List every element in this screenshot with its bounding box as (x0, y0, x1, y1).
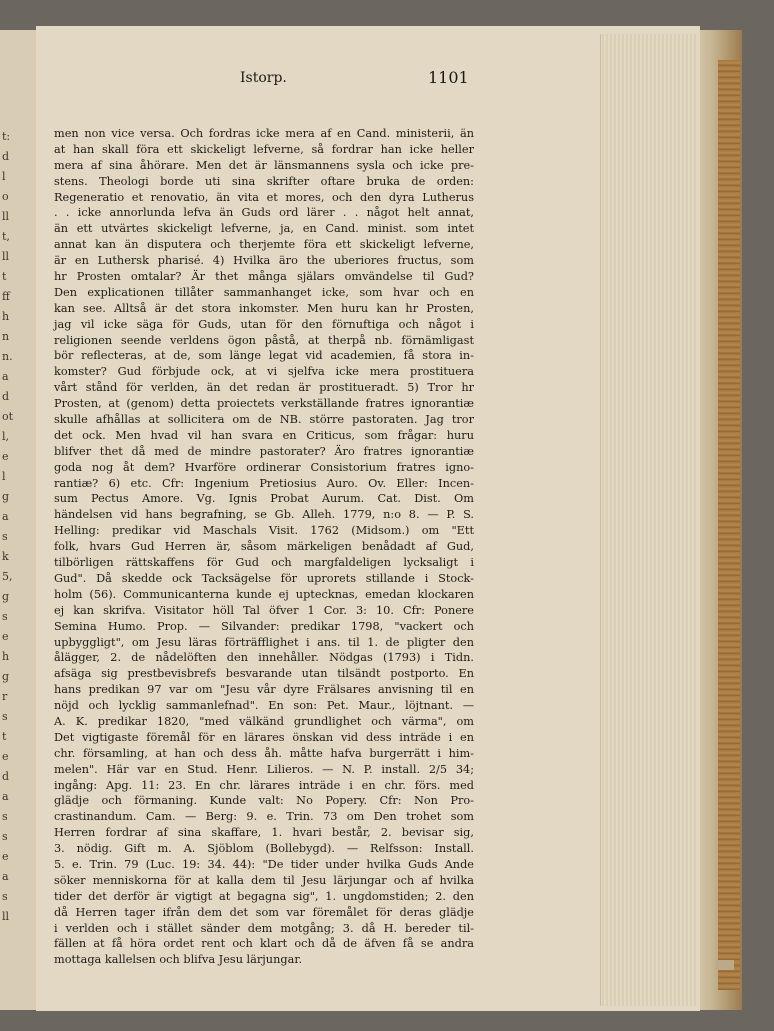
page-header (36, 66, 596, 90)
text-line: ålägger, 2. de nådelöften den innehåller. Nödgas (1793) i Tidn. (54, 651, 474, 665)
left-page-text-fragment: s (2, 610, 8, 623)
text-line: tider det derför är vigtigt at begagna sig", 1. ungdomstiden; 2. den (54, 889, 474, 903)
text-line: ingång: Apg. 11: 23. En chr. lärares inträde i en chr. förs. med (54, 778, 474, 792)
binding-clip (716, 960, 734, 970)
text-line: rantiæ? 6) etc. Cfr: Ingenium Pretiosius Auro. Ov. Eller: Incen- (54, 476, 474, 490)
left-page-text-fragment: ff (2, 290, 10, 303)
text-line: men non vice versa. Och fordras icke mera af en Cand. ministerii, än (54, 127, 474, 140)
running-title: Istorp. (240, 70, 287, 86)
text-line: komster? Gud förbjude ock, at vi sjelfva icke mera prostituera (54, 365, 474, 379)
left-page-text-fragment: e (2, 450, 9, 463)
text-line: folk, hvars Gud Herren är, såsom märkeligen benådadt af Gud, (54, 540, 474, 554)
text-line: 3. nödig. Gift m. A. Sjöblom (Bollebygd). — Relfsson: Install. (54, 842, 474, 856)
text-line: ej kan skrifva. Visitator höll Tal öfver 1 Cor. 3: 10. Cfr: Ponere (54, 603, 474, 617)
text-line: jag vil icke säga för Guds, utan för den förnuftiga och något i (54, 317, 474, 331)
left-page-text-fragment: n (2, 330, 10, 343)
text-line: Herren fordrar af sina skaffare, 1. hvari består, 2. bevisar sig, (54, 826, 474, 840)
text-line: Den explicationen tillåter sammanhanget icke, som hvar och en (54, 285, 474, 299)
left-page-text-fragment: h (2, 310, 10, 323)
cover-spine (718, 60, 740, 990)
text-line: mottaga kallelsen och blifva Jesu lärjungar. (54, 953, 303, 967)
left-page-text-fragment: e (2, 850, 9, 863)
text-line: religionen seende verldens ögon påstå, at therpå nb. förnämligast (54, 333, 474, 347)
left-page-text-fragment: ll (2, 250, 10, 263)
left-page-text-fragment: e (2, 630, 9, 643)
text-line: mera af sina åhörare. Men det är länsmannens sysla och icke pre- (54, 158, 474, 172)
left-page-text-fragment: t (2, 270, 7, 283)
text-line: Semina Humo. Prop. — Silvander: predikar 1798, "vackert och (54, 619, 474, 633)
text-line: händelsen vid hans begrafning, se Gb. Alleh. 1779, n:o 8. — P. S. (54, 508, 474, 522)
left-page-text-fragment: ot (2, 410, 14, 423)
text-line: skulle afhållas at sollicitera om de NB. större pastoraten. Jag tror (54, 413, 474, 427)
left-page-text-fragment: a (2, 510, 9, 523)
text-line: Regeneratio et renovatio, än vita et mores, och den dyra Lutherus (54, 190, 474, 204)
text-line: är en Luthersk pharisé. 4) Hvilka äro the uberiores fructus, som (54, 254, 474, 268)
left-page-text-fragment: g (2, 590, 10, 603)
left-page-text-fragment: e (2, 750, 9, 763)
left-page-text-fragment: l, (2, 430, 10, 443)
text-line: i verlden och i stället sänder dem motgång; 3. då H. bereder til- (54, 921, 474, 935)
left-page-text-fragment: k (2, 550, 9, 563)
left-page-text-fragment: n. (2, 350, 13, 363)
text-line: hr Prosten omtalar? Är thet många själars omvändelse til Gud? (54, 270, 474, 284)
text-line: bör reflecteras, at de, som länge legat vid academien, få stora in- (54, 349, 474, 363)
left-page-text-fragment: 5, (2, 570, 13, 583)
left-page-text-fragment: ll (2, 210, 10, 223)
left-page-text-fragment: d (2, 770, 10, 783)
text-line: tilbörligen rättskaffens för Gud och margfaldeligen lycksaligt i (54, 556, 474, 570)
left-page-text-fragment: s (2, 810, 8, 823)
text-line: fällen at få höra ordet rent och klart och då de äfven få se andra (54, 937, 474, 951)
left-page-text-fragment: t, (2, 230, 10, 243)
text-line: söker menniskorna för at kalla dem til Jesu lärjungar och af hvilka (54, 873, 474, 887)
text-line: nöjd och lycklig sammanlefnad". En son: Pet. Maur., löjtnant. — (54, 699, 474, 713)
text-line: det ock. Men hvad vil han svara en Criticus, som frågar: huru (54, 428, 474, 442)
left-page-text-fragment: s (2, 830, 8, 843)
text-line: än ett utvärtes skickeligt lefverne, ja, en Cand. minist. som intet (54, 222, 474, 236)
text-line: chr. församling, at han och dess åh. måtte hafva burgerrätt i him- (54, 746, 474, 760)
left-page-text-fragment: ll (2, 910, 10, 923)
text-line: crastinandum. Cam. — Berg: 9. e. Trin. 73 om Den trohet som (54, 810, 474, 824)
left-page-text-fragment: t (2, 730, 7, 743)
text-line: Det vigtigaste föremål för en lärares önskan vid dess inträde i en (54, 730, 474, 744)
left-page-text-fragment: a (2, 870, 9, 883)
text-line: blifver thet då med de mindre pastorater? Äro fratres ignorantiæ (54, 444, 474, 458)
text-line: vårt stånd för verlden, än det redan är prostitueradt. 5) Tror hr (54, 381, 474, 395)
body-text (54, 126, 474, 968)
left-page-text-fragment: g (2, 670, 10, 683)
text-line: melen". Här var en Stud. Henr. Lilieros. — N. P. install. 2/5 34; (54, 762, 474, 776)
left-page-text-fragment: s (2, 890, 8, 903)
left-page-text-fragment: d (2, 150, 10, 163)
text-line: annat kan än disputera och therjemte föra ett skickeligt lefverne, (54, 238, 474, 252)
left-page-text-fragment: d (2, 390, 10, 403)
text-line: glädje och förmaning. Kunde valt: No Popery. Cfr: Non Pro- (54, 794, 474, 808)
left-page-text-fragment: g (2, 490, 10, 503)
text-line: holm (56). Communicanterna kunde ej uptecknas, emedan klockaren (54, 587, 474, 601)
text-line: . . icke annorlunda lefva än Guds ord lärer . . något helt annat, (54, 206, 474, 220)
left-page-text-fragment: a (2, 370, 9, 383)
text-line: hans predikan 97 var om "Jesu vår dyre Frälsares anvisning til en (54, 683, 474, 697)
left-page-text-fragment: l (2, 470, 6, 483)
text-line: Prosten, at (genom) detta proiectets verkställande fratres ignorantiæ (54, 397, 474, 411)
text-line: då Herren tager ifrån dem det som var föremålet för deras glädje (54, 905, 474, 919)
left-page-text-fragment: l (2, 170, 6, 183)
left-page-text-fragment: h (2, 650, 10, 663)
text-line: upbyggligt", om Jesu läras förträfflighet i ans. til 1. de pligter den (54, 635, 474, 649)
text-line: Gud". Då skedde ock Tacksägelse för uprorets stillande i Stock- (54, 571, 474, 585)
left-page-text-fragment: o (2, 190, 9, 203)
text-line: goda nog åt dem? Hvarföre ordinerar Consistorium fratres igno- (54, 460, 474, 474)
text-line: stens. Theologi borde uti sina skrifter oftare bruka de orden: (54, 174, 474, 188)
text-line: at han skall föra ett skickeligt lefverne, så fordrar han icke heller (54, 142, 474, 156)
page-stack-edges (600, 34, 697, 1006)
text-line: 5. e. Trin. 79 (Luc. 19: 34. 44): "De tider under hvilka Guds Ande (54, 857, 474, 871)
left-page-text-fragment: a (2, 790, 9, 803)
text-line: afsäga sig prestbevisbrefs besvarande utan tilsändt postporto. En (54, 667, 474, 681)
page-number: 1101 (428, 68, 469, 87)
left-page-text-fragment: r (2, 690, 8, 703)
left-page-text-fragment: s (2, 710, 8, 723)
text-line: kan see. Alltså är det stora inkomster. Men huru kan hr Prosten, (54, 301, 474, 315)
left-page-text-fragment: t: (2, 130, 11, 143)
text-line: A. K. predikar 1820, "med välkänd grundlighet och värma", om (54, 714, 474, 728)
text-line: Helling: predikar vid Maschals Visit. 1762 (Midsom.) om "Ett (54, 524, 474, 538)
text-line: sum Pectus Amore. Vg. Ignis Probat Aurum. Cat. Dist. Om (54, 492, 474, 506)
left-page-text-fragment: s (2, 530, 8, 543)
